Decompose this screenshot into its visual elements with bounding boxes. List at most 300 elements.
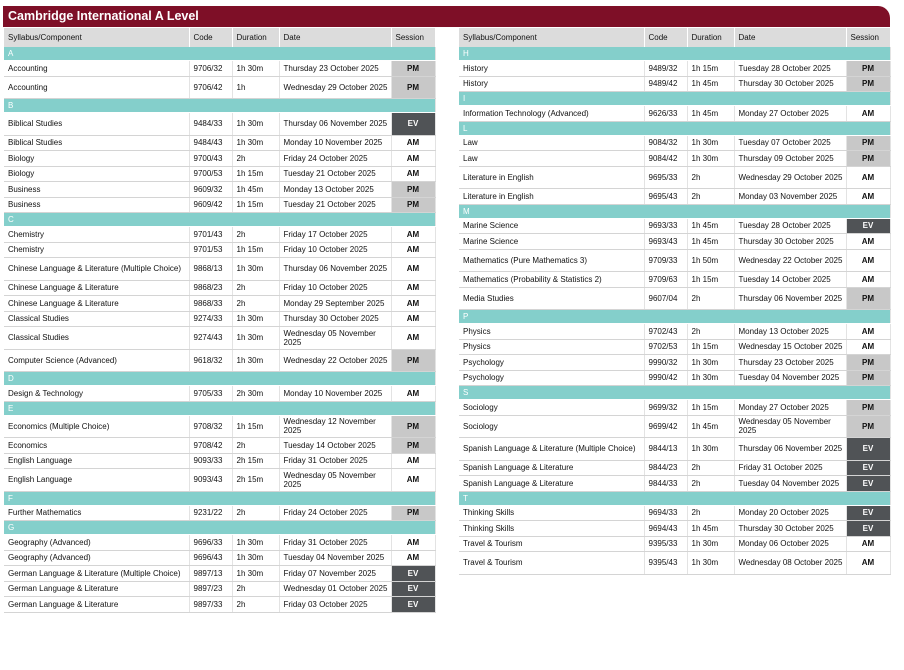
- table-row: [4, 135, 435, 151]
- syllabus-cell: Physics: [459, 339, 644, 355]
- code-cell: 9700/53: [189, 166, 232, 182]
- date-cell: Friday 24 October 2025: [279, 505, 391, 521]
- date-cell: Tuesday 21 October 2025: [279, 166, 391, 182]
- date-cell: Wednesday 05 November 2025: [734, 415, 846, 438]
- timetable-right: [459, 28, 891, 575]
- code-cell: 9701/43: [189, 227, 232, 243]
- duration-cell: 2h: [232, 151, 279, 167]
- session-badge: AM: [391, 258, 435, 281]
- code-cell: 9709/33: [644, 249, 687, 272]
- session-badge: PM: [846, 287, 890, 310]
- duration-cell: 1h 30m: [687, 135, 734, 151]
- date-cell: Monday 27 October 2025: [734, 400, 846, 416]
- code-cell: 9990/42: [644, 370, 687, 386]
- syllabus-cell: German Language & Literature: [4, 597, 189, 613]
- duration-cell: 1h 15m: [687, 400, 734, 416]
- duration-cell: 1h 45m: [687, 218, 734, 234]
- date-cell: Wednesday 29 October 2025: [279, 76, 391, 99]
- code-cell: 9693/43: [644, 234, 687, 250]
- table-row: [459, 189, 890, 205]
- section-row: [4, 99, 435, 113]
- session-badge: AM: [391, 386, 435, 402]
- syllabus-cell: Chinese Language & Literature (Multiple Choice): [4, 258, 189, 281]
- table-row: [459, 438, 890, 461]
- duration-cell: 1h 30m: [232, 550, 279, 566]
- section-row: [459, 386, 890, 400]
- header-date: Date: [734, 28, 846, 47]
- date-cell: Thursday 23 October 2025: [734, 355, 846, 371]
- code-cell: 9844/33: [644, 476, 687, 492]
- date-cell: Friday 07 November 2025: [279, 566, 391, 582]
- code-cell: 9700/43: [189, 151, 232, 167]
- table-row: [459, 460, 890, 476]
- syllabus-cell: Business: [4, 182, 189, 198]
- duration-cell: 1h 15m: [232, 415, 279, 438]
- syllabus-cell: Information Technology (Advanced): [459, 106, 644, 122]
- table-row: [4, 327, 435, 350]
- date-cell: Wednesday 12 November 2025: [279, 415, 391, 438]
- table-row: [4, 415, 435, 438]
- syllabus-cell: Literature in English: [459, 189, 644, 205]
- section-letter: I: [459, 92, 890, 106]
- session-badge: AM: [391, 311, 435, 327]
- duration-cell: 1h 30m: [687, 536, 734, 552]
- table-row: [4, 349, 435, 372]
- date-cell: Thursday 30 October 2025: [734, 76, 846, 92]
- section-row: [459, 92, 890, 106]
- duration-cell: 2h: [687, 476, 734, 492]
- duration-cell: 1h 30m: [232, 135, 279, 151]
- section-row: [4, 491, 435, 505]
- session-badge: AM: [391, 535, 435, 551]
- table-row: [459, 324, 890, 340]
- session-badge: PM: [846, 370, 890, 386]
- session-badge: AM: [846, 552, 890, 575]
- code-cell: 9705/33: [189, 386, 232, 402]
- section-row: [459, 204, 890, 218]
- syllabus-cell: Biology: [4, 151, 189, 167]
- syllabus-cell: Sociology: [459, 400, 644, 416]
- date-cell: Wednesday 22 October 2025: [279, 349, 391, 372]
- code-cell: 9489/32: [644, 61, 687, 77]
- table-row: [459, 61, 890, 77]
- syllabus-cell: Chemistry: [4, 227, 189, 243]
- session-badge: AM: [391, 151, 435, 167]
- section-letter: H: [459, 47, 890, 61]
- date-cell: Friday 24 October 2025: [279, 151, 391, 167]
- duration-cell: 1h 30m: [232, 535, 279, 551]
- table-row: [4, 182, 435, 198]
- date-cell: Thursday 30 October 2025: [734, 521, 846, 537]
- table-row: [4, 258, 435, 281]
- duration-cell: 2h: [232, 597, 279, 613]
- section-letter: A: [4, 47, 435, 61]
- session-badge: AM: [846, 234, 890, 250]
- syllabus-cell: Design & Technology: [4, 386, 189, 402]
- date-cell: Tuesday 28 October 2025: [734, 218, 846, 234]
- table-row: [459, 552, 890, 575]
- duration-cell: 1h 30m: [687, 552, 734, 575]
- syllabus-cell: English Language: [4, 453, 189, 469]
- session-badge: EV: [846, 505, 890, 521]
- syllabus-cell: German Language & Literature (Multiple Choice): [4, 566, 189, 582]
- duration-cell: 2h: [687, 460, 734, 476]
- date-cell: Friday 03 October 2025: [279, 597, 391, 613]
- table-row: [459, 355, 890, 371]
- session-badge: AM: [391, 242, 435, 258]
- table-row: [4, 597, 435, 613]
- code-cell: 9701/53: [189, 242, 232, 258]
- duration-cell: 1h 15m: [232, 197, 279, 213]
- code-cell: 9990/32: [644, 355, 687, 371]
- duration-cell: 1h 30m: [232, 311, 279, 327]
- duration-cell: 1h 30m: [232, 113, 279, 136]
- header-code: Code: [644, 28, 687, 47]
- session-badge: AM: [391, 135, 435, 151]
- table-row: [4, 242, 435, 258]
- syllabus-cell: Accounting: [4, 76, 189, 99]
- session-badge: AM: [846, 249, 890, 272]
- syllabus-cell: Psychology: [459, 370, 644, 386]
- session-badge: AM: [846, 324, 890, 340]
- date-cell: Wednesday 29 October 2025: [734, 166, 846, 189]
- date-cell: Friday 31 October 2025: [279, 453, 391, 469]
- duration-cell: 2h: [232, 581, 279, 597]
- session-badge: PM: [391, 438, 435, 454]
- table-row: [459, 536, 890, 552]
- session-badge: PM: [846, 355, 890, 371]
- timetable-left: [4, 28, 436, 613]
- duration-cell: 1h 45m: [232, 182, 279, 198]
- syllabus-cell: History: [459, 61, 644, 77]
- table-row: [4, 76, 435, 99]
- duration-cell: 1h 45m: [687, 521, 734, 537]
- syllabus-cell: Biblical Studies: [4, 135, 189, 151]
- session-badge: AM: [391, 227, 435, 243]
- timetable-left-body: [4, 47, 435, 612]
- syllabus-cell: Computer Science (Advanced): [4, 349, 189, 372]
- session-badge: AM: [846, 106, 890, 122]
- code-cell: 9693/33: [644, 218, 687, 234]
- session-badge: AM: [391, 550, 435, 566]
- session-badge: PM: [391, 61, 435, 77]
- code-cell: 9897/13: [189, 566, 232, 582]
- session-badge: AM: [391, 280, 435, 296]
- header-date: Date: [279, 28, 391, 47]
- duration-cell: 2h: [232, 227, 279, 243]
- header-syllabus: Syllabus/Component: [4, 28, 189, 47]
- session-badge: EV: [846, 438, 890, 461]
- code-cell: 9626/33: [644, 106, 687, 122]
- syllabus-cell: Media Studies: [459, 287, 644, 310]
- header-row: [4, 28, 435, 47]
- section-row: [4, 372, 435, 386]
- syllabus-cell: Sociology: [459, 415, 644, 438]
- section-row: [459, 121, 890, 135]
- syllabus-cell: English Language: [4, 469, 189, 492]
- date-cell: Monday 06 October 2025: [734, 536, 846, 552]
- code-cell: 9696/33: [189, 535, 232, 551]
- code-cell: 9084/42: [644, 151, 687, 167]
- table-row: [459, 76, 890, 92]
- code-cell: 9695/33: [644, 166, 687, 189]
- date-cell: Monday 10 November 2025: [279, 386, 391, 402]
- syllabus-cell: German Language & Literature: [4, 581, 189, 597]
- duration-cell: 2h: [687, 189, 734, 205]
- session-badge: AM: [391, 166, 435, 182]
- duration-cell: 1h 15m: [687, 272, 734, 288]
- duration-cell: 1h 45m: [687, 415, 734, 438]
- table-row: [459, 272, 890, 288]
- table-row: [4, 166, 435, 182]
- code-cell: 9696/43: [189, 550, 232, 566]
- duration-cell: 1h 15m: [687, 61, 734, 77]
- code-cell: 9694/43: [644, 521, 687, 537]
- table-row: [4, 453, 435, 469]
- date-cell: Thursday 06 November 2025: [734, 438, 846, 461]
- code-cell: 9709/63: [644, 272, 687, 288]
- code-cell: 9708/42: [189, 438, 232, 454]
- date-cell: Wednesday 22 October 2025: [734, 249, 846, 272]
- duration-cell: 1h 30m: [232, 258, 279, 281]
- table-row: [459, 166, 890, 189]
- table-row: [4, 227, 435, 243]
- date-cell: Tuesday 28 October 2025: [734, 61, 846, 77]
- header-duration: Duration: [687, 28, 734, 47]
- syllabus-cell: Geography (Advanced): [4, 550, 189, 566]
- syllabus-cell: Geography (Advanced): [4, 535, 189, 551]
- duration-cell: 2h 15m: [232, 453, 279, 469]
- section-letter: F: [4, 491, 435, 505]
- session-badge: AM: [846, 339, 890, 355]
- duration-cell: 1h 45m: [687, 76, 734, 92]
- date-cell: Friday 10 October 2025: [279, 280, 391, 296]
- table-row: [4, 438, 435, 454]
- session-badge: PM: [846, 135, 890, 151]
- code-cell: 9897/23: [189, 581, 232, 597]
- session-badge: PM: [391, 505, 435, 521]
- code-cell: 9868/33: [189, 296, 232, 312]
- code-cell: 9868/13: [189, 258, 232, 281]
- date-cell: Tuesday 07 October 2025: [734, 135, 846, 151]
- section-row: [459, 491, 890, 505]
- syllabus-cell: Literature in English: [459, 166, 644, 189]
- date-cell: Friday 10 October 2025: [279, 242, 391, 258]
- code-cell: 9395/33: [644, 536, 687, 552]
- session-badge: EV: [846, 521, 890, 537]
- date-cell: Tuesday 04 November 2025: [734, 370, 846, 386]
- duration-cell: 1h 30m: [687, 151, 734, 167]
- code-cell: 9484/33: [189, 113, 232, 136]
- date-cell: Monday 13 October 2025: [279, 182, 391, 198]
- section-row: [459, 310, 890, 324]
- syllabus-cell: Accounting: [4, 61, 189, 77]
- duration-cell: 1h 15m: [232, 242, 279, 258]
- code-cell: 9484/43: [189, 135, 232, 151]
- syllabus-cell: Economics (Multiple Choice): [4, 415, 189, 438]
- date-cell: Monday 29 September 2025: [279, 296, 391, 312]
- code-cell: 9084/32: [644, 135, 687, 151]
- session-badge: PM: [846, 61, 890, 77]
- duration-cell: 1h 15m: [687, 339, 734, 355]
- table-row: [459, 106, 890, 122]
- session-badge: EV: [391, 597, 435, 613]
- session-badge: PM: [846, 151, 890, 167]
- duration-cell: 2h 15m: [232, 469, 279, 492]
- session-badge: PM: [846, 400, 890, 416]
- duration-cell: 1h 30m: [687, 370, 734, 386]
- table-row: [459, 521, 890, 537]
- code-cell: 9844/23: [644, 460, 687, 476]
- code-cell: 9699/32: [644, 400, 687, 416]
- code-cell: 9708/32: [189, 415, 232, 438]
- syllabus-cell: Business: [4, 197, 189, 213]
- syllabus-cell: Chinese Language & Literature: [4, 280, 189, 296]
- code-cell: 9706/42: [189, 76, 232, 99]
- code-cell: 9093/33: [189, 453, 232, 469]
- duration-cell: 2h: [687, 324, 734, 340]
- syllabus-cell: Biology: [4, 166, 189, 182]
- duration-cell: 1h 30m: [232, 349, 279, 372]
- table-row: [459, 400, 890, 416]
- syllabus-cell: Physics: [459, 324, 644, 340]
- session-badge: EV: [846, 460, 890, 476]
- date-cell: Thursday 09 October 2025: [734, 151, 846, 167]
- session-badge: AM: [391, 296, 435, 312]
- section-letter: P: [459, 310, 890, 324]
- syllabus-cell: Chemistry: [4, 242, 189, 258]
- syllabus-cell: Thinking Skills: [459, 521, 644, 537]
- duration-cell: 2h: [232, 505, 279, 521]
- duration-cell: 1h 45m: [687, 106, 734, 122]
- syllabus-cell: Law: [459, 151, 644, 167]
- table-row: [459, 234, 890, 250]
- section-row: [4, 213, 435, 227]
- date-cell: Monday 10 November 2025: [279, 135, 391, 151]
- code-cell: 9618/32: [189, 349, 232, 372]
- table-row: [459, 218, 890, 234]
- duration-cell: 1h 30m: [687, 438, 734, 461]
- header-syllabus: Syllabus/Component: [459, 28, 644, 47]
- page-title: Cambridge International A Level: [8, 9, 199, 23]
- syllabus-cell: Mathematics (Probability & Statistics 2): [459, 272, 644, 288]
- syllabus-cell: Marine Science: [459, 234, 644, 250]
- duration-cell: 2h: [687, 166, 734, 189]
- code-cell: 9897/33: [189, 597, 232, 613]
- table-row: [459, 151, 890, 167]
- section-letter: T: [459, 491, 890, 505]
- code-cell: 9609/42: [189, 197, 232, 213]
- syllabus-cell: Law: [459, 135, 644, 151]
- table-row: [4, 505, 435, 521]
- section-letter: B: [4, 99, 435, 113]
- code-cell: 9706/32: [189, 61, 232, 77]
- date-cell: Thursday 06 November 2025: [279, 258, 391, 281]
- code-cell: 9702/53: [644, 339, 687, 355]
- session-badge: AM: [391, 453, 435, 469]
- code-cell: 9093/43: [189, 469, 232, 492]
- table-row: [459, 476, 890, 492]
- code-cell: 9699/42: [644, 415, 687, 438]
- duration-cell: 1h 30m: [232, 61, 279, 77]
- page-banner: [3, 6, 890, 27]
- date-cell: Thursday 30 October 2025: [279, 311, 391, 327]
- syllabus-cell: Further Mathematics: [4, 505, 189, 521]
- header-code: Code: [189, 28, 232, 47]
- table-row: [459, 287, 890, 310]
- duration-cell: 2h: [232, 438, 279, 454]
- date-cell: Thursday 30 October 2025: [734, 234, 846, 250]
- code-cell: 9694/33: [644, 505, 687, 521]
- table-row: [459, 249, 890, 272]
- code-cell: 9695/43: [644, 189, 687, 205]
- section-letter: D: [4, 372, 435, 386]
- section-row: [459, 47, 890, 61]
- session-badge: AM: [846, 272, 890, 288]
- session-badge: EV: [846, 218, 890, 234]
- duration-cell: 1h 45m: [687, 234, 734, 250]
- syllabus-cell: Spanish Language & Literature: [459, 476, 644, 492]
- session-badge: EV: [391, 113, 435, 136]
- session-badge: EV: [391, 581, 435, 597]
- code-cell: 9489/42: [644, 76, 687, 92]
- date-cell: Friday 31 October 2025: [734, 460, 846, 476]
- table-row: [459, 370, 890, 386]
- code-cell: 9844/13: [644, 438, 687, 461]
- table-row: [4, 311, 435, 327]
- header-row: [459, 28, 890, 47]
- session-badge: EV: [391, 566, 435, 582]
- syllabus-cell: Chinese Language & Literature: [4, 296, 189, 312]
- session-badge: PM: [391, 349, 435, 372]
- table-row: [4, 151, 435, 167]
- syllabus-cell: Spanish Language & Literature (Multiple Choice): [459, 438, 644, 461]
- syllabus-cell: History: [459, 76, 644, 92]
- table-row: [4, 566, 435, 582]
- duration-cell: 1h 30m: [232, 327, 279, 350]
- date-cell: Thursday 06 November 2025: [279, 113, 391, 136]
- table-row: [4, 386, 435, 402]
- table-row: [459, 505, 890, 521]
- date-cell: Wednesday 01 October 2025: [279, 581, 391, 597]
- syllabus-cell: Psychology: [459, 355, 644, 371]
- section-row: [4, 47, 435, 61]
- syllabus-cell: Spanish Language & Literature: [459, 460, 644, 476]
- table-row: [459, 135, 890, 151]
- syllabus-cell: Classical Studies: [4, 311, 189, 327]
- syllabus-cell: Marine Science: [459, 218, 644, 234]
- section-row: [4, 401, 435, 415]
- date-cell: Monday 27 October 2025: [734, 106, 846, 122]
- session-badge: PM: [846, 415, 890, 438]
- session-badge: EV: [846, 476, 890, 492]
- duration-cell: 2h: [687, 287, 734, 310]
- table-row: [459, 415, 890, 438]
- session-badge: AM: [846, 189, 890, 205]
- syllabus-cell: Biblical Studies: [4, 113, 189, 136]
- table-row: [4, 280, 435, 296]
- syllabus-cell: Travel & Tourism: [459, 552, 644, 575]
- header-session: Session: [391, 28, 435, 47]
- code-cell: 9231/22: [189, 505, 232, 521]
- duration-cell: 1h 15m: [232, 166, 279, 182]
- code-cell: 9274/43: [189, 327, 232, 350]
- date-cell: Monday 13 October 2025: [734, 324, 846, 340]
- header-duration: Duration: [232, 28, 279, 47]
- session-badge: AM: [846, 536, 890, 552]
- syllabus-cell: Thinking Skills: [459, 505, 644, 521]
- date-cell: Tuesday 21 October 2025: [279, 197, 391, 213]
